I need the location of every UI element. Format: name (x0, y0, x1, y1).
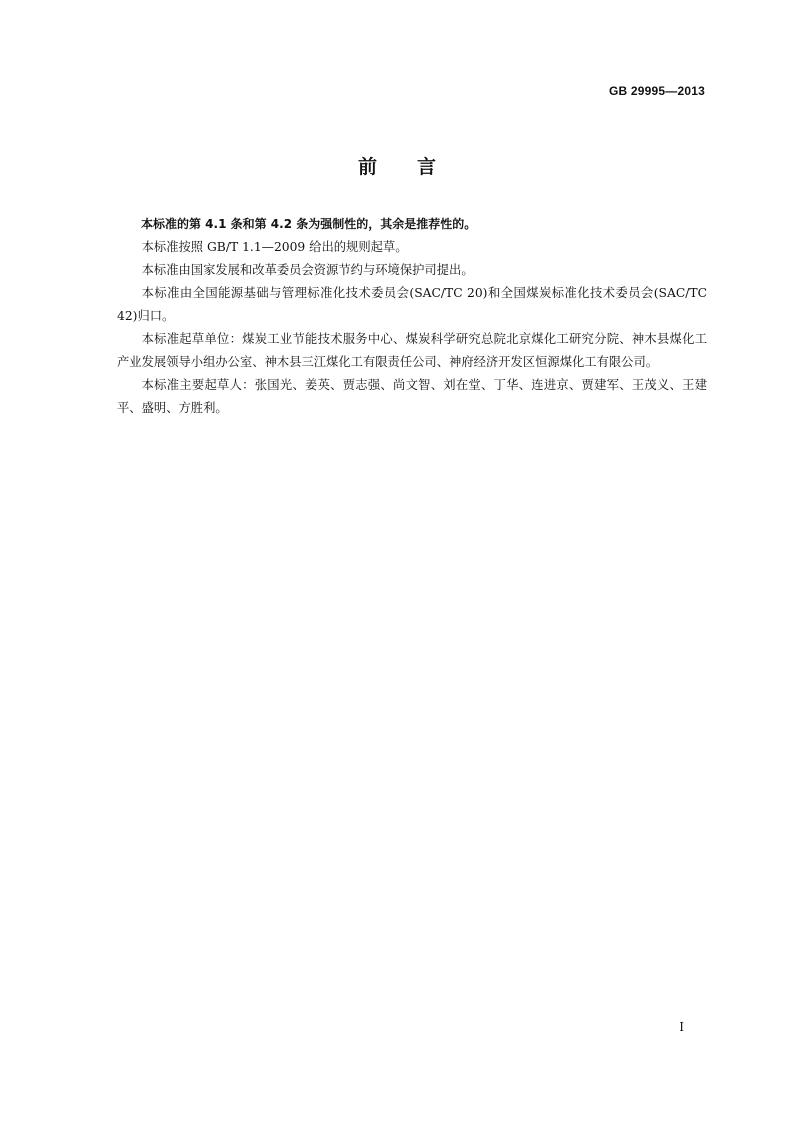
paragraph-mandatory-clauses: 本标准的第 4.1 条和第 4.2 条为强制性的，其余是推荐性的。 (141, 217, 477, 231)
paragraph-proposer: 本标准由国家发展和改革委员会资源节约与环境保护司提出。 (141, 263, 474, 277)
page-number: I (679, 1020, 684, 1034)
paragraph-drafting-rules: 本标准按照 GB/T 1.1—2009 给出的规则起草。 (141, 240, 408, 254)
document-code: GB 29995—2013 (609, 84, 705, 98)
page-title: 前言 (357, 156, 476, 178)
paragraph-drafting-units: 本标准起草单位：煤炭工业节能技术服务中心、煤炭科学研究总院北京煤化工研究分院、神木县煤化工产业发展领导小组办公室、神木县三江煤化工有限责任公司、神府经济开发区恒源煤化工有限公司。 (117, 332, 707, 369)
document-body (117, 213, 707, 420)
paragraph-administered-by: 本标准由全国能源基础与管理标准化技术委员会(SAC/TC 20)和全国煤炭标准化技术委员会(SAC/TC 42)归口。 (117, 286, 707, 323)
paragraph-drafters: 本标准主要起草人：张国光、姜英、贾志强、尚文智、刘在堂、丁华、连进京、贾建军、王茂义、王建平、盛明、方胜利。 (117, 378, 707, 415)
